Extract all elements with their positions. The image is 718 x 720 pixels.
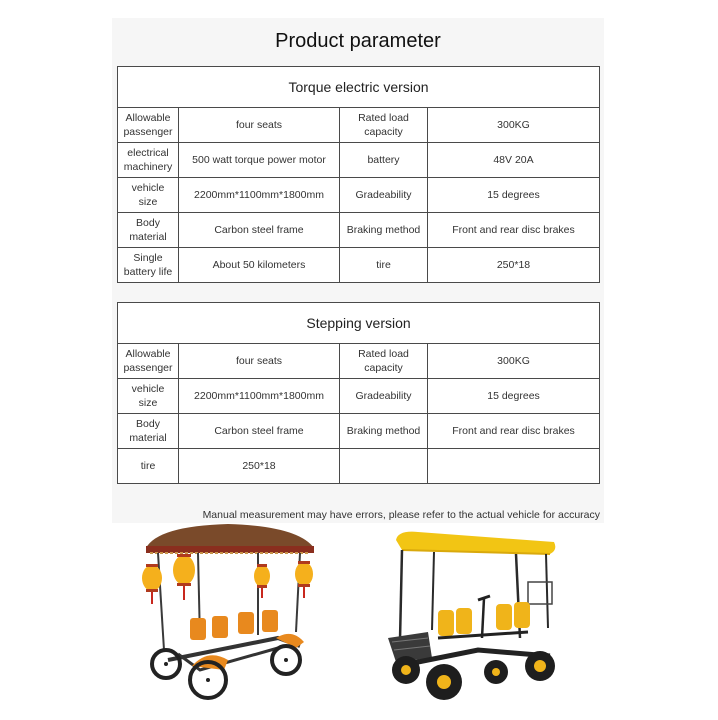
spec-label: Single battery life [118,248,179,283]
table-row [118,449,600,484]
spec-label: Body material [118,414,179,449]
spec-value: About 50 kilometers [179,248,340,283]
wheel-icon [272,646,300,674]
page-title: Product parameter [275,30,441,52]
spec-value: Front and rear disc brakes [428,414,600,449]
canopy [146,524,314,548]
lantern-icon [142,564,162,604]
spec-value: 2200mm*1100mm*1800mm [179,178,340,213]
table-row [118,108,600,143]
spec-value: 250*18 [428,248,600,283]
seat [496,604,512,630]
seat [238,612,254,634]
wheel-icon [426,664,462,700]
table-row [118,344,600,379]
spec-label: electrical machinery [118,143,179,178]
spec-value: 300KG [428,108,600,143]
spec-label [340,449,428,484]
spec-label: Rated load capacity [340,344,428,379]
seat [438,610,454,636]
spec-label: tire [118,449,179,484]
spec-value: 15 degrees [428,379,600,414]
wheel-icon [152,650,180,678]
table-row [118,178,600,213]
spec-label: Allowable passenger [118,108,179,143]
wheel-icon [392,656,420,684]
spec-label: Gradeability [340,178,428,213]
spec-label: vehicle size [118,379,179,414]
table-row [118,248,600,283]
spec-value: 15 degrees [428,178,600,213]
yellow-canopy-vehicle-image [378,520,568,710]
spec-value: Front and rear disc brakes [428,213,600,248]
spec-value: four seats [179,344,340,379]
spec-value: four seats [179,108,340,143]
spec-label: Braking method [340,213,428,248]
spec-value: 2200mm*1100mm*1800mm [179,379,340,414]
spec-label: Braking method [340,414,428,449]
seat [262,610,278,632]
seat [456,608,472,634]
spec-label: vehicle size [118,178,179,213]
spec-value: 250*18 [179,449,340,484]
table-row [118,414,600,449]
spec-label: Rated load capacity [340,108,428,143]
table-row [118,143,600,178]
spec-value: Carbon steel frame [179,414,340,449]
spec-label: Gradeability [340,379,428,414]
lantern-icon [254,564,270,598]
wheel-icon [525,651,555,681]
spec-label: Body material [118,213,179,248]
canopy-fringe [146,546,314,553]
seat [190,618,206,640]
seat [212,616,228,638]
spec-label: tire [340,248,428,283]
spec-value: 500 watt torque power motor [179,143,340,178]
spec-label: battery [340,143,428,178]
spec-value: 300KG [428,344,600,379]
torque-spec-table [117,66,600,283]
seat [514,602,530,628]
measurement-note: Manual measurement may have errors, please refer to the actual vehicle for accuracy [202,509,600,521]
spec-label: Allowable passenger [118,344,179,379]
torque-section-header: Torque electric version [118,67,600,108]
table-row [118,379,600,414]
brown-canopy-vehicle-image [128,520,328,710]
lantern-icon [173,554,195,600]
stepping-spec-table [117,302,600,484]
spec-value: 48V 20A [428,143,600,178]
wheel-icon [484,660,508,684]
stepping-section-header: Stepping version [118,303,600,344]
table-row [118,213,600,248]
spec-value: Carbon steel frame [179,213,340,248]
spec-value [428,449,600,484]
